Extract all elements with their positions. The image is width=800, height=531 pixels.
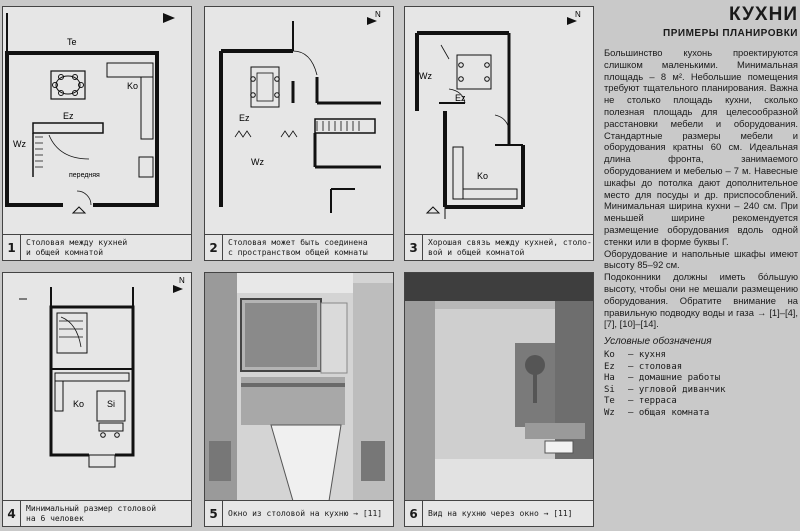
legend-text: – столовая xyxy=(628,361,683,372)
panel-number: 2 xyxy=(205,235,223,260)
label-si: Si xyxy=(107,399,116,409)
label-wz: Wz xyxy=(251,157,264,167)
legend-text: – угловой диванчик xyxy=(628,384,726,395)
plan-panel-1 xyxy=(2,6,192,261)
caption-line-1: Столовая между кухней xyxy=(26,237,128,247)
floor-plan-4 xyxy=(3,273,191,501)
caption-line-1: Окно из столовой на кухню → [11] xyxy=(228,508,383,518)
page-title: КУХНИ xyxy=(729,4,798,25)
page-subtitle: ПРИМЕРЫ ПЛАНИРОВКИ xyxy=(663,28,798,39)
legend-text: – домашние работы xyxy=(628,373,721,384)
legend-abbr: Ha xyxy=(604,373,615,384)
legend-row xyxy=(604,362,798,374)
label-wz: Wz xyxy=(13,139,26,149)
caption-line-2: вой и общей комнатой xyxy=(428,247,525,257)
legend-abbr: Wz xyxy=(604,407,615,418)
caption-line-2: с пространством общей комнаты xyxy=(228,247,368,257)
text-column xyxy=(604,4,798,527)
panel-number: 4 xyxy=(3,501,21,526)
panel-number: 3 xyxy=(405,235,423,260)
caption-6 xyxy=(405,500,593,526)
plan-panel-4 xyxy=(2,272,192,527)
paragraph: Большинство кухонь проектируются слишком маленькими. Минимальная площадь – 8 м². Небольшие помещения требуют тщательного планирования. Важна не столько площадь кухни, сколько полезная площадь для целесообразной расстановки мебели и оборудования. Стандартные размеры мебели и оборудования кратны 60 см. Идеальная длина фронта, занимаемого оборудованием и мебелью – 7 м. Навесные шкафы до потолка дают дополнительное место для посуды и др. приспособлений. Минимальная ширина кухни – 240 см. При меньшей ширине рекомендуется размещение оборудования вдоль одной стенки или в форме буквы Г. xyxy=(604,47,798,247)
plan-panel-2 xyxy=(204,6,394,261)
label-ez: Ez xyxy=(239,113,250,123)
label-ko: Ko xyxy=(127,81,139,91)
caption-line-1: Столовая может быть соединена xyxy=(228,237,368,247)
caption-2 xyxy=(205,234,393,260)
legend-row xyxy=(604,373,798,385)
panel-number: 6 xyxy=(405,501,423,526)
photo-panel-6 xyxy=(404,272,594,527)
paragraph: Оборудование и напольные шкафы имеют высоту 85–92 см. xyxy=(604,247,798,271)
legend-text: – общая комната xyxy=(628,407,710,418)
legend-abbr: Ko xyxy=(604,350,615,361)
caption-3 xyxy=(405,234,593,260)
caption-line-2: и общей комнатой xyxy=(26,247,104,257)
panel-number: 1 xyxy=(3,235,21,260)
legend-abbr: Ez xyxy=(604,361,615,372)
photo-panel-5 xyxy=(204,272,394,527)
north-label: N xyxy=(179,276,185,285)
paragraph: Подоконники должны иметь бо́льшую высоту, чтобы они не мешали размещению оборудования. Обратите внимание на правильную подводку воды и газа → [1]–[4], [7], [10]–[14]. xyxy=(604,271,798,330)
floor-plan-1 xyxy=(3,7,191,235)
legend-row xyxy=(604,350,798,362)
north-label: N xyxy=(375,10,381,19)
caption-line-1: Хорошая связь между кухней, столо- xyxy=(428,237,592,247)
label-wz: Wz xyxy=(419,71,432,81)
caption-line-1: Минимальный размер столовой xyxy=(26,503,157,513)
legend-row xyxy=(604,408,798,420)
legend-abbr: Si xyxy=(604,384,615,395)
legend-abbr: Te xyxy=(604,396,615,407)
legend-row xyxy=(604,396,798,408)
legend-title: Условные обозначения xyxy=(604,336,712,348)
label-ez: Ez xyxy=(455,93,466,103)
legend-text: – терраса xyxy=(628,396,677,407)
label-ez: Ez xyxy=(63,111,74,121)
interior-photo-6 xyxy=(405,273,593,501)
legend xyxy=(604,350,798,419)
panel-number: 5 xyxy=(205,501,223,526)
north-arrow-icon xyxy=(173,285,183,293)
legend-text: – кухня xyxy=(628,350,666,361)
caption-4 xyxy=(3,500,191,526)
plan-panel-3 xyxy=(404,6,594,261)
label-te: Te xyxy=(67,37,77,47)
floor-plan-2 xyxy=(205,7,393,235)
caption-line-1: Вид на кухню через окно → [11] xyxy=(428,508,573,518)
caption-line-2: на 6 человек xyxy=(26,513,84,523)
north-arrow-icon xyxy=(163,13,175,23)
caption-1 xyxy=(3,234,191,260)
caption-5 xyxy=(205,500,393,526)
body-text xyxy=(604,47,798,330)
label-hall: передняя xyxy=(69,172,100,179)
label-ko: Ko xyxy=(477,171,489,181)
interior-photo-5 xyxy=(205,273,393,501)
label-ko: Ko xyxy=(73,399,85,409)
legend-row xyxy=(604,385,798,397)
floor-plan-3 xyxy=(405,7,593,235)
north-label: N xyxy=(575,10,581,19)
